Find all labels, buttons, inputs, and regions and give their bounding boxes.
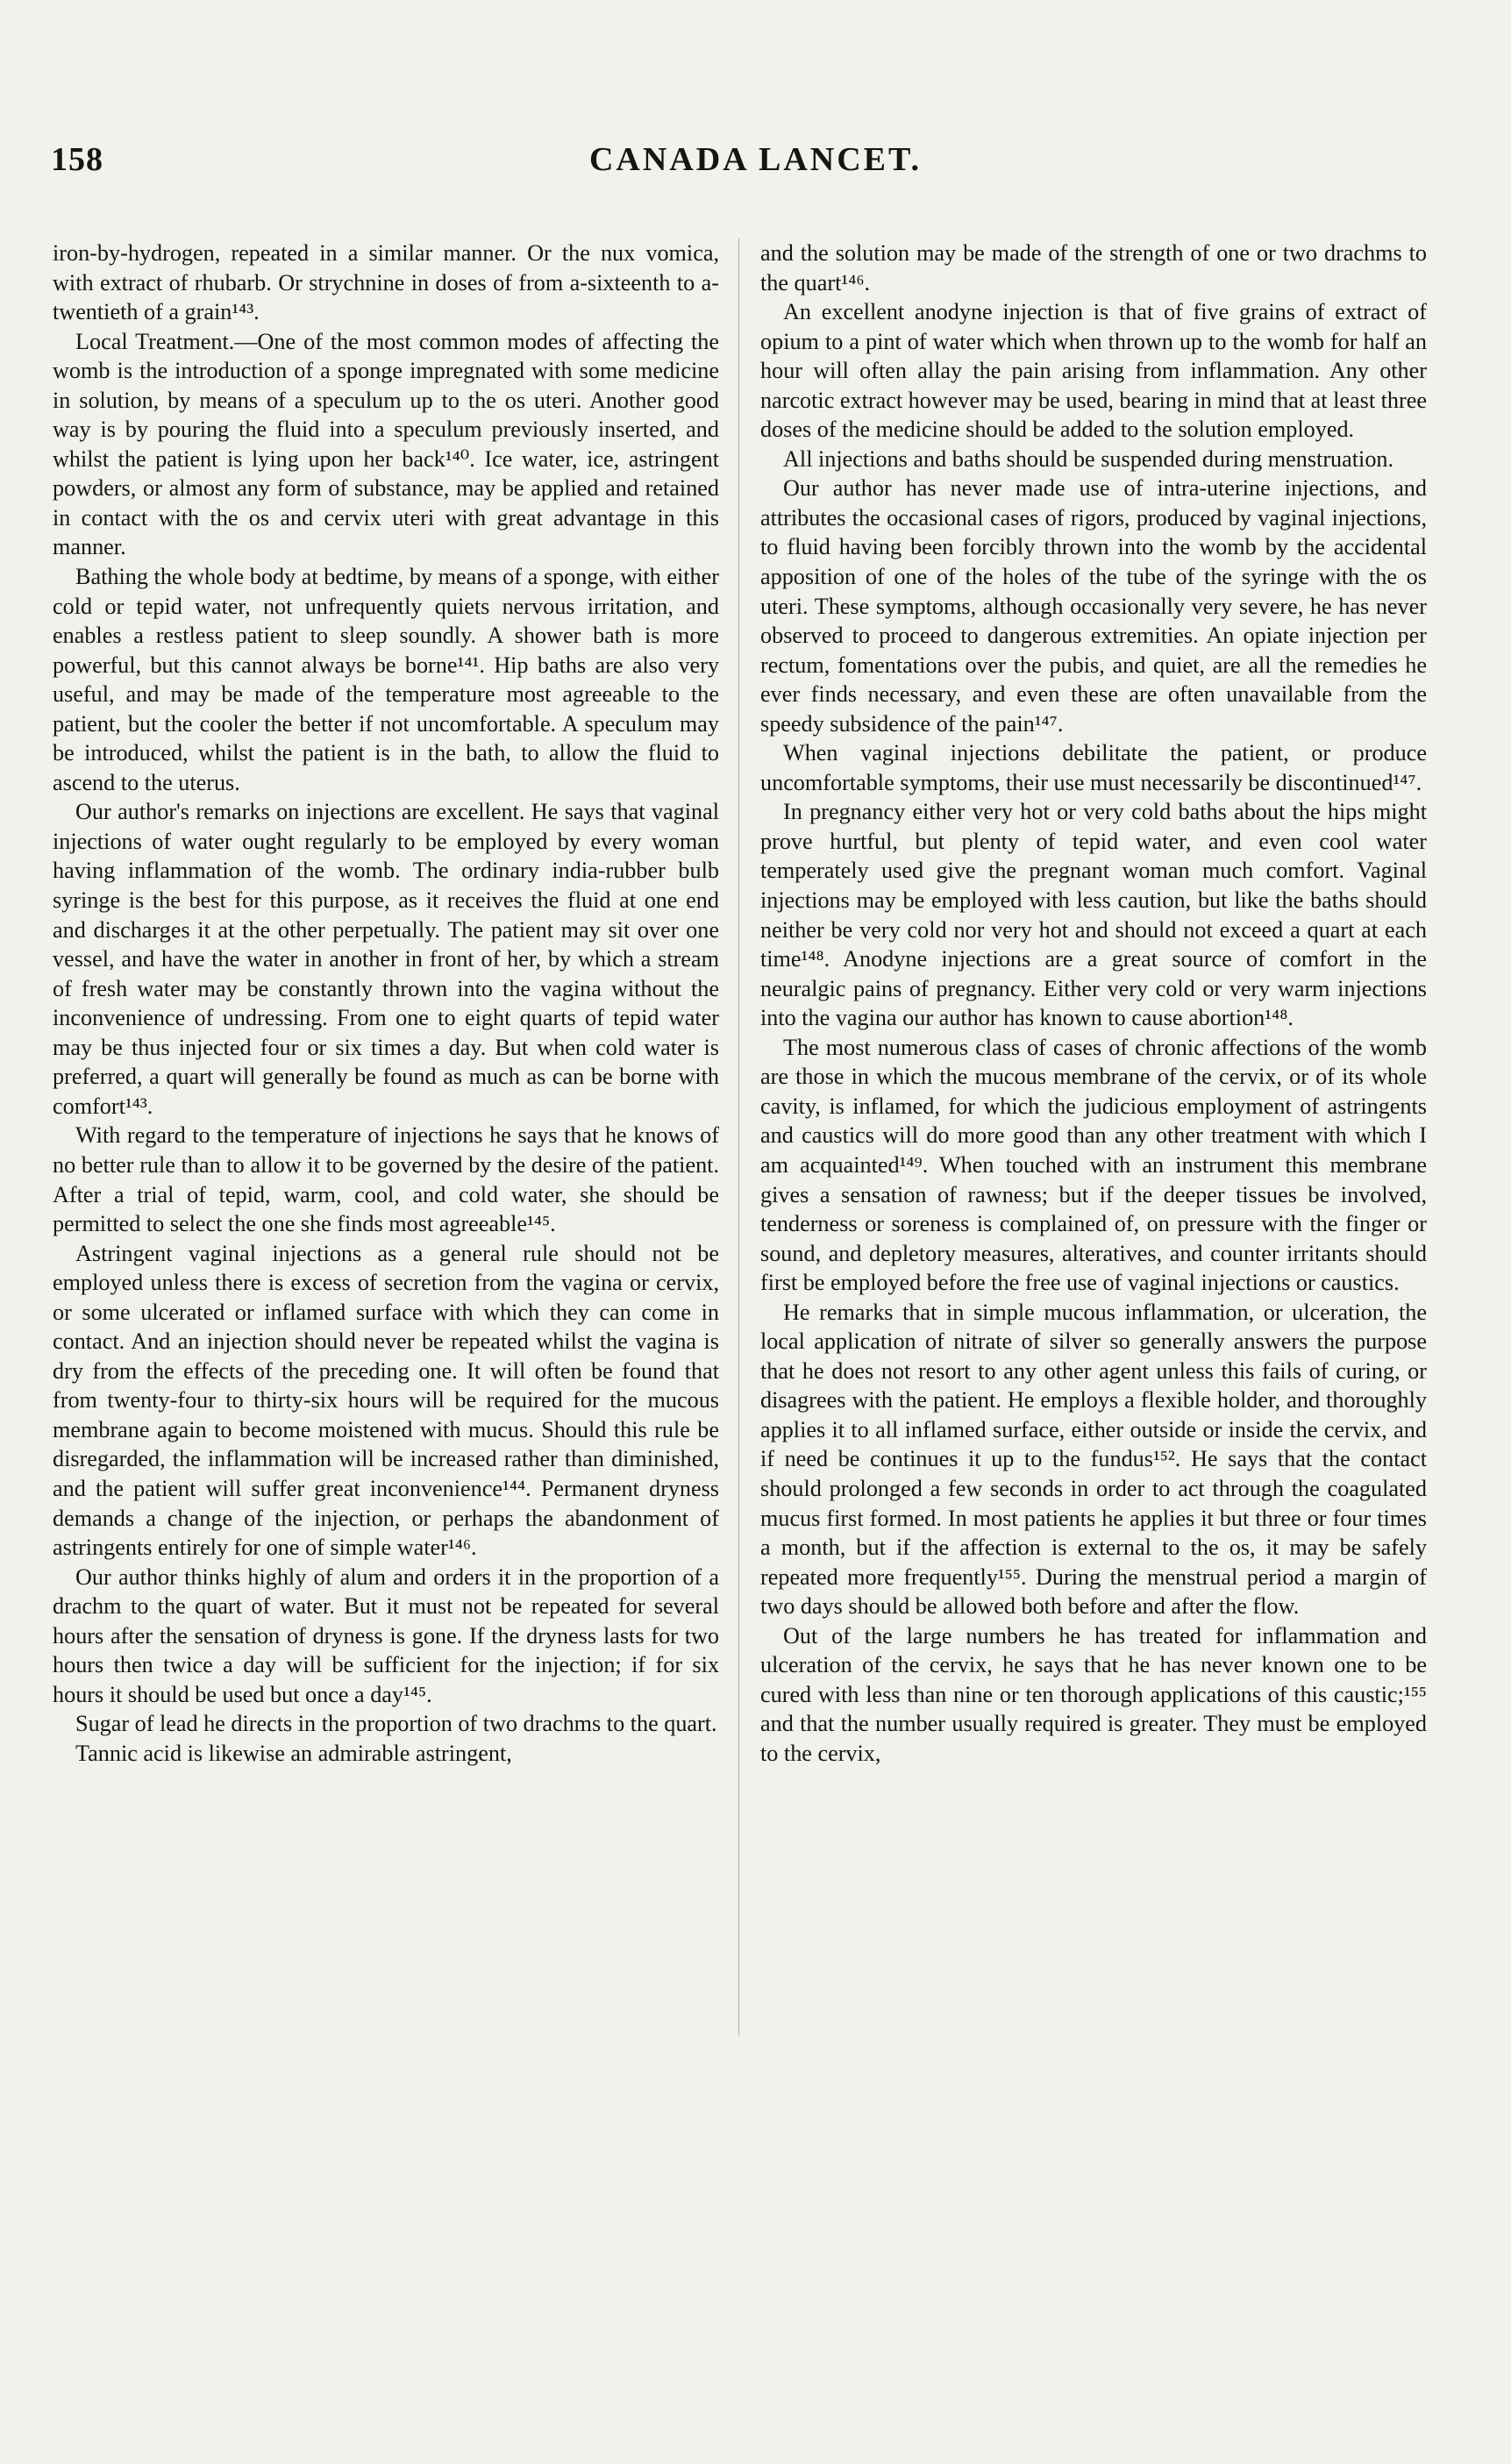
page-number: 158 [51, 141, 103, 178]
paragraph: He remarks that in simple mucous inflammation, or ulceration, the local application of nitrate of silver so generally answers the purpose that he does not resort to any other agent unless this fails of curing, or disagrees with the patient. He employs a flexible holder, and thoroughly applies it to all inflamed surface, either outside or inside the cervix, and if need be continues it up to the fundus¹⁵². He says that the contact should prolonged a few seconds in order to act through the coagulated mucus first formed. In most patients he applies it but three or four times a month, but if the affection is external to the os, it may be safely repeated more frequently¹⁵⁵. During the menstrual period a margin of two days should be allowed both before and after the flow. [760, 1299, 1427, 1620]
left-column [53, 239, 719, 1768]
paragraph: In pregnancy either very hot or very cold baths about the hips might prove hurtful, but plenty of tepid water, and even cool water temperately used give the pregnant woman much comfort. Vaginal injections may be employed with less caution, but like the baths should neither be very cold nor very hot and should not exceed a quart at each time¹⁴⁸. Anodyne injections are a great source of comfort in the neuralgic pains of pregnancy. Either very cold or very warm injections into the vagina our author has known to cause abortion¹⁴⁸. [760, 799, 1427, 1031]
running-head: CANADA LANCET. [588, 141, 923, 178]
paragraph: and the solution may be made of the strength of one or two drachms to the quart¹⁴⁶. [760, 240, 1427, 296]
paragraph: Sugar of lead he directs in the proportion of two drachms to the quart. [75, 1711, 717, 1737]
paragraph: Our author has never made use of intra-uterine injections, and attributes the occasional cases of rigors, produced by vaginal injections, to fluid having been forcibly thrown into the womb by the accidental apposition of one of the holes of the tube of the syringe with the os uteri. These symptoms, although occasionally very severe, he has never observed to proceed to dangerous extremities. An opiate injection per rectum, fomentations over the pubis, and quiet, are all the remedies he ever finds necessary, and even these are often unavailable from the speedy subsidence of the pain¹⁴⁷. [760, 475, 1427, 737]
right-column [760, 239, 1427, 1768]
paragraph: The most numerous class of cases of chronic affections of the womb are those in which the mucous membrane of the cervix, or of its whole cavity, is inflamed, for which the judicious employment of astringents and caustics will do more good than any other treatment with which I am acquainted¹⁴⁹. When touched with an instrument this membrane gives a sensation of rawness; but if the deeper tissues be involved, tenderness or soreness is complained of, on pressure with the finger or sound, and depletory measures, alteratives, and counter irritants should first be employed before the free use of vaginal injections or caustics. [760, 1034, 1427, 1296]
paragraph: Astringent vaginal injections as a general rule should not be employed unless there is excess of secretion from the vagina or cervix, or some ulcerated or inflamed surface with which they can come in contact. And an injection should never be repeated whilst the vagina is dry from the effects of the preceding one. It will often be found that from twenty-four to thirty-six hours will be required for the mucous membrane again to become moistened with mucus. Should this rule be disregarded, the inflammation will be increased rather than diminished, and the patient will suffer great inconvenience¹⁴⁴. Permanent dryness demands a change of the injection, or perhaps the abandonment of astringents entirely for one of simple water¹⁴⁶. [53, 1240, 719, 1561]
column-divider [738, 239, 739, 2036]
page-header [0, 140, 1511, 193]
paragraph: All injections and baths should be suspended during menstruation. [783, 445, 1394, 472]
paragraph: When vaginal injections debilitate the patient, or produce uncomfortable symptoms, their use must necessarily be discontinued¹⁴⁷. [760, 740, 1427, 795]
paragraph: Bathing the whole body at bedtime, by means of a sponge, with either cold or tepid water, not unfrequently quiets nervous irritation, and enables a restless patient to sleep soundly. A shower bath is more powerful, but this cannot always be borne¹⁴¹. Hip baths are also very useful, and may be made of the temperature most agreeable to the patient, but the cooler the better if not uncomfortable. A speculum may be introduced, whilst the patient is in the bath, to allow the fluid to ascend to the uterus. [53, 564, 719, 795]
paragraph: Tannic acid is likewise an admirable astringent, [75, 1740, 512, 1766]
paragraph: Local Treatment.—One of the most common modes of affecting the womb is the introduction of a sponge impregnated with some medicine in solution, by means of a speculum up to the os uteri. Another good way is by pouring the fluid into a speculum previously inserted, and whilst the patient is lying upon her back¹⁴⁰. Ice water, ice, astringent powders, or almost any form of substance, may be applied and retained in contact with the os and cervix uteri with great advantage in this manner. [53, 328, 719, 560]
paragraph: Our author's remarks on injections are excellent. He says that vaginal injections of water ought regularly to be employed by every woman having inflammation of the womb. The ordinary india-rubber bulb syringe is the best for this purpose, as it receives the fluid at one end and discharges it at the other perpetually. The patient may sit over one vessel, and have the water in another in front of her, by which a stream of fresh water may be constantly thrown into the vagina without the inconvenience of undressing. From one to eight quarts of tepid water may be thus injected four or six times a day. But when cold water is preferred, a quart will generally be found as much as can be borne with comfort¹⁴³. [53, 799, 719, 1119]
paragraph: With regard to the temperature of injections he says that he knows of no better rule than to allow it to be governed by the desire of the patient. After a trial of tepid, warm, cool, and cold water, she should be permitted to select the one she finds most agreeable¹⁴⁵. [53, 1122, 719, 1237]
paragraph: An excellent anodyne injection is that of five grains of extract of opium to a pint of water which when thrown up to the womb for half an hour will often allay the pain arising from inflammation. Any other narcotic extract however may be used, bearing in mind that at least three doses of the medicine should be added to the solution employed. [760, 299, 1427, 443]
paragraph: Out of the large numbers he has treated for inflammation and ulceration of the cervix, he says that he has never known one to be cured with less than nine or ten thorough applications of this caustic;¹⁵⁵ and that the number usually required is greater. They must be employed to the cervix, [760, 1622, 1427, 1766]
paragraph: Our author thinks highly of alum and orders it in the proportion of a drachm to the quart of water. But it must not be repeated for several hours after the sensation of dryness is gone. If the dryness lasts for two hours then twice a day will be sufficient for the injection; if for six hours it should be used but once a day¹⁴⁵. [53, 1563, 719, 1707]
paragraph: iron-by-hydrogen, repeated in a similar manner. Or the nux vomica, with extract of rhubarb. Or strychnine in doses of from a-sixteenth to a-twentieth of a grain¹⁴³. [53, 240, 719, 325]
